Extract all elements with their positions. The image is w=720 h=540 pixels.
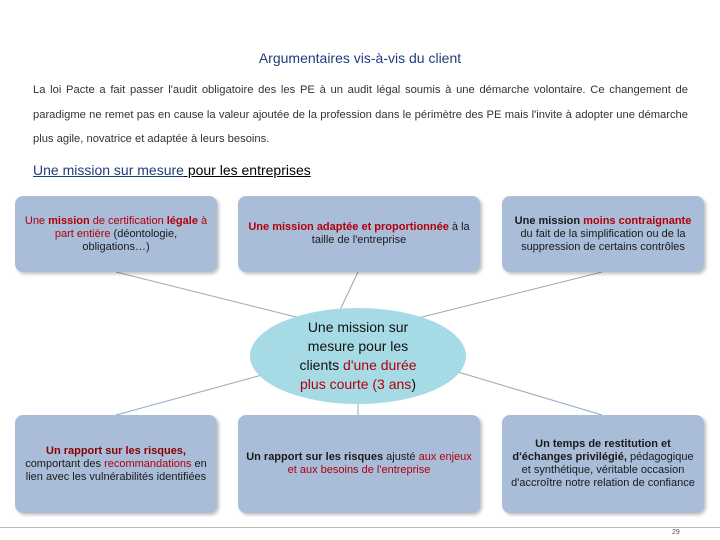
center-line2: mesure pour les <box>307 338 409 354</box>
connector-top-mid <box>340 272 358 310</box>
box-tm-b: à la taille de l'entreprise <box>311 221 470 246</box>
section-heading-part2: pour les entreprises <box>183 162 311 178</box>
box-tl-b: mission <box>48 214 90 227</box>
box-tl-c: de certification <box>89 214 167 227</box>
page-number: 29 <box>672 529 680 536</box>
connector-bot-left <box>116 375 262 415</box>
center-line3b: d'une durée <box>343 357 417 373</box>
box-tr-a: Une mission <box>514 214 584 227</box>
box-tl-a: Une <box>24 214 49 227</box>
center-line3a: clients <box>299 357 344 373</box>
box-mission-moins-contraignante <box>502 196 704 272</box>
intro-paragraph: La loi Pacte a fait passer l'audit obligatoire des les PE à un audit légal soumis à une démarche volontaire. Ce changement de paradigme ne remet pas en cause la valeur ajoutée de la profession dans le périmètre des PE mais l'invite à adopter une démarche plus agile, novatrice et adaptée à leurs besoins. <box>33 84 688 145</box>
section-heading-part1: Une mission sur mesure <box>33 162 184 178</box>
box-temps-restitution <box>502 415 704 513</box>
box-tl-e: à part entière <box>54 214 208 240</box>
box-bl-b: comportant des <box>25 457 105 470</box>
box-tl-f: (déontologie, obligations…) <box>82 227 178 253</box>
center-line4b: ) <box>411 376 416 392</box>
box-bm-c: aux enjeux et aux besoins de l'entreprise <box>287 451 472 476</box>
center-line4a: plus courte (3 ans <box>300 376 412 392</box>
box-bm-b: ajusté <box>383 451 419 463</box>
box-mission-legale <box>15 196 217 272</box>
box-rapport-risques-recommandations <box>15 415 217 513</box>
box-tr-b: moins contraignante <box>583 214 692 227</box>
box-tl-d: légale <box>166 214 198 227</box>
box-tr-c: du fait de la simplification ou de la suppression de certains contrôles <box>520 227 686 253</box>
connector-top-right <box>410 272 602 320</box>
box-br-b: pédagogique et synthétique, véritable occasion d'accroître notre relation de confiance <box>511 451 695 489</box>
center-ellipse <box>250 308 466 404</box>
box-mission-adaptee <box>238 196 480 272</box>
footer-divider <box>0 527 720 528</box>
box-bm-a: Un rapport sur les risques <box>246 451 384 463</box>
center-line1: Une mission sur <box>307 319 409 335</box>
box-tm-a: Une mission adaptée et proportionnée <box>248 221 449 233</box>
box-rapport-risques-ajuste <box>238 415 480 513</box>
page-title: Argumentaires vis-à-vis du client <box>258 50 462 66</box>
box-bl-a: Un rapport sur les risques, <box>46 444 186 457</box>
box-br-a: Un temps de restitution et d'échanges privilégié, <box>512 438 671 463</box>
box-bl-c: recommandations <box>104 457 192 470</box>
connector-bot-right <box>458 372 602 415</box>
connector-top-left <box>116 272 300 318</box>
box-bl-d: en lien avec les vulnérabilités identifiées <box>25 457 207 483</box>
